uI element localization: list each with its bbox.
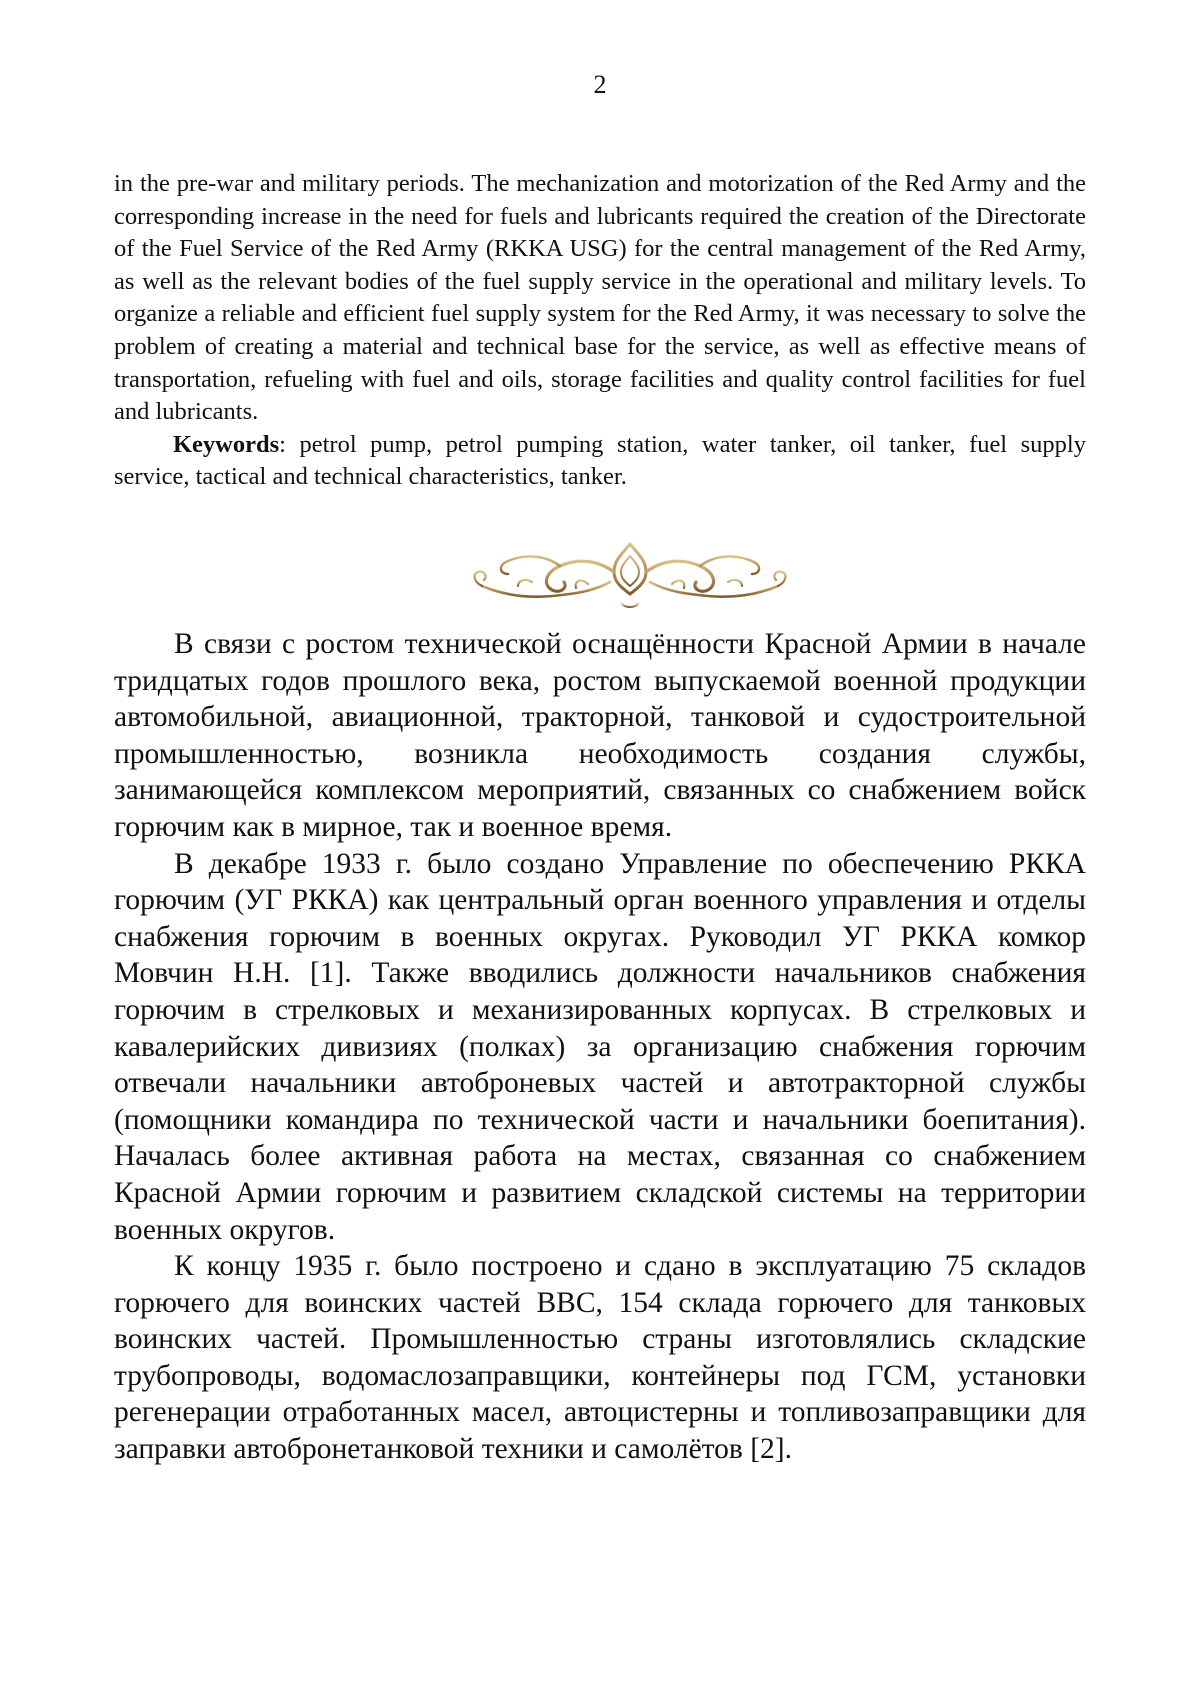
body-paragraph: К концу 1935 г. было построено и сдано в эксплуатацию 75 складов горючего для воинских частей ВВС, 154 склада горючего для танковых воинских частей. Промышленностью страны изготовлялись складские трубопроводы, водомаслозаправщики, контейнеры под ГСМ, установки регенерации отработанных масел, автоцистерны и топливозаправщики для заправки автобронетанковой техники и самолётов [2]. xyxy=(114,1250,1086,1466)
decorative-flourish-icon xyxy=(460,538,800,618)
keywords-text: : petrol pump, petrol pumping station, water tanker, oil tanker, fuel supply service, tactical and technical characteristics, tanker. xyxy=(114,430,1086,491)
keywords-paragraph xyxy=(114,429,1086,494)
body-paragraph: В декабре 1933 г. было создано Управление по обеспечению РККА горючим (УГ РККА) как центральный орган военного управления и отделы снабжения горючим в военных округах. Руководил УГ РККА комкор Мовчин Н.Н. [1]. Также вводились должности начальников снабжения горючим в стрелковых и механизированных корпусах. В стрелковых и кавалерийских дивизиях (полках) за организацию снабжения горючим отвечали начальники автоброневых частей и автотракторной службы (помощники командира по технической части и начальники боепитания). Началась более активная работа на местах, связанная со снабжением Красной Армии горючим и развитием складской системы на территории военных округов. xyxy=(114,847,1086,1246)
body-text xyxy=(114,626,1086,1468)
body-paragraph: В связи с ростом технической оснащённости Красной Армии в начале тридцатых годов прошлого века, ростом выпускаемой военной продукции автомобильной, авиационной, тракторной, танковой и судостроительной промышленностью, возникла необходимость создания службы, занимающейся комплексом мероприятий, связанных со снабжением войск горючим как в мирное, так и военное время. xyxy=(114,628,1086,843)
page-number: 2 xyxy=(593,70,607,99)
abstract xyxy=(114,168,1086,494)
abstract-paragraph: in the pre-war and military periods. The mechanization and motorization of the Red Army and the corresponding increase in the need for fuels and lubricants required the creation of the Directorate of the Fuel Service of the Red Army (RKKA USG) for the central management of the Red Army, as well as the relevant bodies of the fuel supply service in the operational and military levels. To organize a reliable and efficient fuel supply system for the Red Army, it was necessary to solve the problem of creating a material and technical base for the service, as well as effective means of transportation, refueling with fuel and oils, storage facilities and quality control facilities for fuel and lubricants. xyxy=(114,170,1086,426)
keywords-label: Keywords xyxy=(173,430,280,458)
